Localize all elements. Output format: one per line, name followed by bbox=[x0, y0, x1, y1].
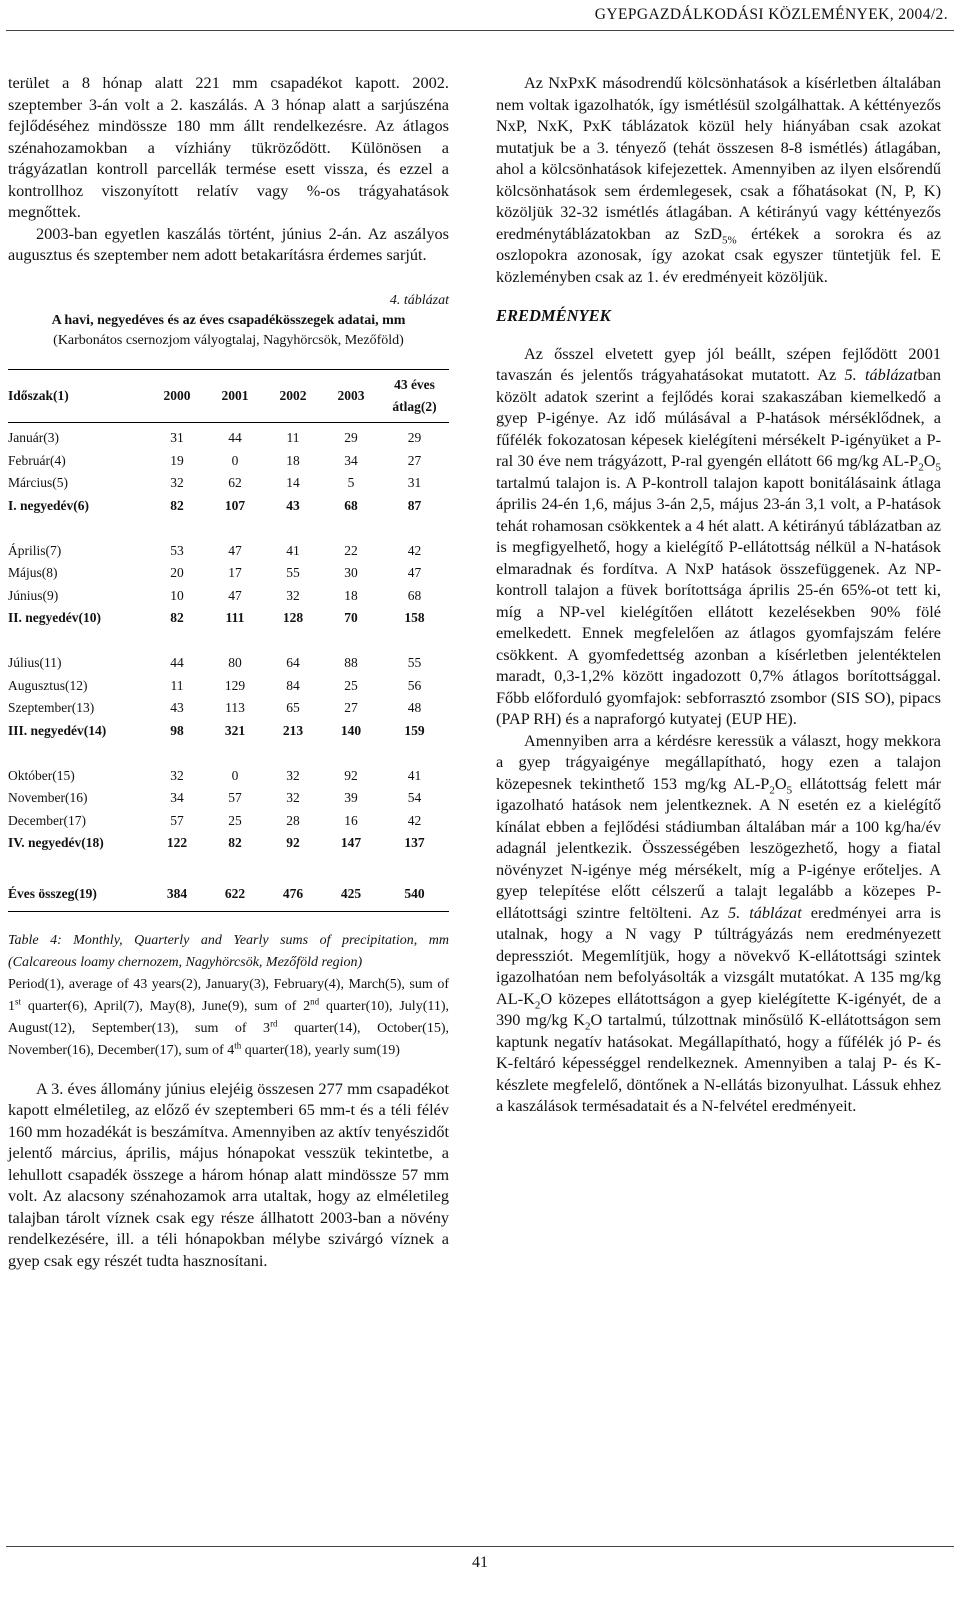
column-header: 43 éves átlag(2) bbox=[380, 369, 449, 422]
table-row bbox=[8, 697, 449, 720]
table-cell: 88 bbox=[344, 655, 358, 670]
table-cell: 43 bbox=[286, 497, 300, 513]
table-cell: 147 bbox=[340, 835, 362, 850]
journal-title: GYEPGAZDÁLKODÁSI KÖZLEMÉNYEK, 2004/2. bbox=[594, 6, 948, 23]
table-cell: 54 bbox=[407, 790, 422, 805]
table-cell: 31 bbox=[407, 475, 422, 490]
table-cell: 62 bbox=[228, 475, 242, 490]
table-header-row bbox=[8, 369, 449, 422]
column-header: Időszak(1) bbox=[8, 369, 148, 422]
table-subtitle: (Karbonátos csernozjom vályogtalaj, Nagyhörcsök, Mezőföld) bbox=[53, 332, 404, 348]
table-row bbox=[8, 584, 449, 607]
table-cell: 425 bbox=[322, 877, 380, 912]
table-cell: 70 bbox=[344, 610, 358, 625]
table-title: A havi, negyedéves és az éves csapadékösszegek adatai, mm bbox=[51, 312, 406, 328]
table-row bbox=[8, 562, 449, 585]
column-header: 2002 bbox=[264, 369, 322, 422]
right-column bbox=[496, 72, 941, 1117]
table-cell: 5 bbox=[347, 475, 355, 490]
table-cell: 31 bbox=[170, 430, 184, 445]
table-cell: 18 bbox=[344, 587, 358, 603]
table-cell: 98 bbox=[170, 722, 184, 738]
table-cell: 213 bbox=[282, 722, 304, 738]
english-legend: Period(1), average of 43 years(2), January(3), February(4), March(5), sum of 1st quarter(6), April(7), May(8), June(9), sum of 2nd quarter(10), July(11), August(12), September(13), sum of 3rd quarter(14), October(15), November(16), December(17), sum of 4th quarter(18), yearly sum(19) bbox=[8, 976, 450, 1058]
table-cell: 82 bbox=[228, 835, 242, 850]
table-cell: 107 bbox=[224, 497, 246, 513]
table-row bbox=[8, 674, 449, 697]
table-cell: 87 bbox=[407, 497, 422, 513]
table-cell: 32 bbox=[286, 790, 300, 805]
table-cell: 11 bbox=[170, 677, 184, 693]
table-row bbox=[8, 539, 449, 562]
table-cell: 53 bbox=[170, 542, 184, 558]
page-header bbox=[0, 0, 960, 30]
table-cell: 68 bbox=[344, 497, 358, 513]
table-cell: 64 bbox=[286, 655, 300, 670]
table-cell: 80 bbox=[228, 655, 242, 670]
table-row bbox=[8, 809, 449, 832]
table-row bbox=[8, 472, 449, 495]
row-spacer bbox=[8, 854, 449, 877]
table-cell: 30 bbox=[344, 565, 358, 580]
row-spacer bbox=[8, 629, 449, 652]
table-cell: 476 bbox=[264, 877, 322, 912]
row-label: Augusztus(12) bbox=[8, 677, 88, 693]
table-cell: 41 bbox=[407, 767, 422, 783]
table-cell: 16 bbox=[344, 812, 358, 828]
table-cell: 27 bbox=[407, 452, 422, 468]
table-cell: 111 bbox=[225, 610, 245, 625]
table-cell: 25 bbox=[228, 812, 242, 828]
table-row bbox=[8, 494, 449, 517]
row-label: Május(8) bbox=[8, 565, 58, 580]
table-cell: 34 bbox=[170, 790, 184, 805]
table-cell: 65 bbox=[286, 700, 300, 715]
table-cell: 20 bbox=[170, 565, 184, 580]
table-cell: 39 bbox=[344, 790, 358, 805]
table-cell: 32 bbox=[286, 767, 300, 783]
table-row bbox=[8, 422, 449, 449]
row-label: Június(9) bbox=[8, 587, 59, 603]
table-cell: 159 bbox=[404, 722, 425, 738]
table-cell: 92 bbox=[344, 767, 358, 783]
table-cell: 622 bbox=[206, 877, 264, 912]
table-row bbox=[8, 764, 449, 787]
row-label: IV. negyedév(18) bbox=[8, 835, 104, 850]
table-row bbox=[8, 877, 449, 912]
paragraph: Az NxPxK másodrendű kölcsönhatások a kísérletben általában nem voltak igazolhatók, így ismétlésül szolgálhattak. A kéttényezős NxP, NxK, PxK táblázatok közül hely hiányában csak azokat mutatjuk be a 3. tényező (tehát összesen 8-8 ismétlés) átlagában, ahol a kölcsönhatások kifejezettek. Amennyiben az ilyen elsőrendű kölcsönhatások sem érdemlegesek, csak a főhatásokat (N, P, K) közöljük 32-32 ismétlés átlagában. A kétirányú vagy kéttényezős eredménytáblázatokban az SzD$_{5\%}$ értékek a sorokra és az oszlopokra azonosak, így azokat csak egyszer tüntetjük fel. E közleményben csak az 1. év eredményeit közöljük. bbox=[496, 73, 941, 286]
table-cell: 57 bbox=[228, 790, 242, 805]
table-cell: 158 bbox=[404, 610, 425, 625]
table-cell: 14 bbox=[286, 475, 300, 490]
table-cell: 17 bbox=[228, 565, 242, 580]
column-header: 2003 bbox=[322, 369, 380, 422]
table-cell: 82 bbox=[170, 497, 184, 513]
row-label: III. negyedév(14) bbox=[8, 722, 107, 738]
row-spacer bbox=[8, 742, 449, 765]
table-cell: 122 bbox=[166, 835, 188, 850]
table-number: 4. táblázat bbox=[389, 292, 449, 308]
table-cell: 32 bbox=[170, 475, 184, 490]
table-cell: 55 bbox=[286, 565, 300, 580]
row-label: II. negyedév(10) bbox=[8, 610, 101, 625]
paragraph: 2003-ban egyetlen kaszálás történt, június 2-án. Az aszályos augusztus és szeptember nem adott betakarításra érdemes sarjút. bbox=[8, 223, 449, 264]
paragraph: Amennyiben arra a kérdésre keressük a választ, hogy mekkora a gyep trágyaigénye megállapítható, hogy ezen a talajon közepesnek tekinthető 153 mg/kg $AL-P_2O_5$ ellátottság felett már igazolható hatások nem jelentkeznek. A N esetén ez a kielégítő kínálat ebben a fejlődési stádiumban általában már a 100 kg/ha/év adagnál jelentkezik. Összességében leszögezhető, hogy a fiatal növényzet N-igénye még mérsékelt, míg a P-igénye erőteljes. A gyep telepítése előtt célszerű a talajt legalább a közepes P-ellátottsági szintre feltölteni. Az 5. táblázat eredményei arra is utalnak, hogy a N vagy P túltrágyázás nem eredményezett depressziót. Megemlítjük, hogy a növekvő K-ellátottsági szintek igazolhatóan nem befolyásolták a vizsgált mutatókat. A 135 mg/kg $AL-K_2O$ közepes ellátottságon a gyep kielégítette K-igényét, de a 390 mg/kg $K_2O$ tartalmú, túlzottnak minősülő K-ellátottságon sem kaptunk negatív hatásokat. Megállapítható, hogy a fűfélék jó P- és K-feltáró képességgel rendelkeznek. Amennyiben a talaj P- és K-készlete megfelelő, döntőnek a N-ellátás bizonyulhat. Lássuk ehhez a kaszálások termésadatait és a N-felvétel eredményeit. bbox=[496, 730, 942, 1115]
row-spacer bbox=[8, 517, 449, 540]
english-caption: Table 4: Monthly, Quarterly and Yearly sums of precipitation, mm (Calcareous loamy chernozem, Nagyhörcsök, Mezőföld region) bbox=[8, 932, 449, 970]
table-row bbox=[8, 449, 449, 472]
row-label: Szeptember(13) bbox=[8, 700, 95, 715]
table-cell: 44 bbox=[170, 655, 184, 670]
table-cell: 10 bbox=[170, 587, 184, 603]
table-cell: 47 bbox=[228, 542, 242, 558]
section-heading: EREDMÉNYEK bbox=[496, 306, 611, 325]
table-row bbox=[8, 719, 449, 742]
table-cell: 18 bbox=[286, 452, 300, 468]
page-number: 41 bbox=[472, 1554, 488, 1571]
table-cell: 540 bbox=[380, 877, 449, 912]
table-cell: 29 bbox=[344, 430, 358, 445]
left-column bbox=[8, 72, 449, 1271]
table-cell: 44 bbox=[228, 430, 242, 445]
table-cell: 384 bbox=[148, 877, 206, 912]
table-cell: 42 bbox=[407, 812, 422, 828]
table-row bbox=[8, 652, 449, 675]
table-cell: 129 bbox=[224, 677, 246, 693]
table-cell: 27 bbox=[344, 700, 358, 715]
column-header: 2000 bbox=[148, 369, 206, 422]
table-cell: 56 bbox=[407, 677, 422, 693]
row-label: Február(4) bbox=[8, 452, 66, 468]
table-cell: 42 bbox=[407, 542, 422, 558]
table-cell: 47 bbox=[407, 565, 422, 580]
row-label: Március(5) bbox=[8, 475, 68, 490]
paragraph: A 3. éves állomány június elejéig összesen 277 mm csapadékot kapott elméletileg, az előző év szeptemberi 65 mm-t és a téli félév 160 mm hozadékát is beszámítva. Amennyiben az aktív tenyészidőt jelentő március, április, május hónapokat vesszük tekintetbe, a lehullott csapadék összege a három hónap alatt mindössze 57 mm volt. Az alacsony szénahozamok arra utaltak, hogy az elméletileg talajban tárolt víznek csak egy része állhatott 2003-ban a növény rendelkezésére, ill. a téli hónapokban mélybe szivárgó víznek a gyep csak egy részét tudta hasznosítani. bbox=[8, 1078, 449, 1270]
table-cell: 0 bbox=[231, 452, 239, 468]
table-cell: 140 bbox=[340, 722, 362, 738]
table-row bbox=[8, 832, 449, 855]
table-row bbox=[8, 787, 449, 810]
row-label: Április(7) bbox=[8, 542, 62, 558]
table-cell: 128 bbox=[282, 610, 304, 625]
table-cell: 82 bbox=[170, 610, 184, 625]
table-cell: 0 bbox=[231, 767, 239, 783]
table-cell: 11 bbox=[286, 430, 300, 445]
table-cell: 29 bbox=[407, 430, 422, 445]
table-cell: 47 bbox=[228, 587, 242, 603]
table-cell: 57 bbox=[170, 812, 184, 828]
paragraph: Az ősszel elvetett gyep jól beállt, szépen fejlődött 2001 tavaszán és jelentős trágyahatásokat mutatott. Az 5. táblázatban közölt adatok szerint a fejlődés korai szakaszában kiemelkedő a gyep P-igénye. Az idő múlásával a P-hatások mérséklődnek, a fűfélék fokozatosan képesek kielégíteni mérsékelt P-igényüket a P-ral 30 éve nem trágyázott, P-ral gyengén ellátott 66 mg/kg $AL-P_2O_5$ tartalmú talajon is. A P-kontroll talajon kapott bonitálásaink átlaga április 24-én 1,6, május 3-án 2,5, május 23-án 3,1 volt, a P-hatások tehát rohamosan csökkentek a 4 hét alatt. A kétirányú táblázatban az is megfigyelhető, hogy a kielégítő P-ellátottság nélkül a N-hatások elmaradnak és fordítva. A NxP hatások összefüggenek. Az NP-kontroll talajon a füvek borítottsága április 25-én 65%-ot tett ki, míg a NP-vel kielégítően ellátott kezelésekben 90% fölé emelkedett. Ennek megfelelően az átlagos gyomfajszám felére csökkent. A gyomfedettség azonban a kísérletben jelentéktelen maradt, 0,3-1,2% között ingadozott 0,7% átlagos borítottsággal. Főbb előforduló gyomfajok: sebforrasztó zsombor (SIS SO), pipacs (PAP RH) és a napraforgó kutyatej (EUP HE). bbox=[496, 343, 941, 728]
row-label: Január(3) bbox=[8, 430, 59, 445]
footer-rule bbox=[6, 1546, 954, 1547]
table-cell: 84 bbox=[286, 677, 300, 693]
table-cell: 19 bbox=[170, 452, 184, 468]
header-rule bbox=[6, 30, 954, 31]
table-cell: 55 bbox=[407, 655, 422, 670]
row-label: November(16) bbox=[8, 790, 88, 805]
row-label: I. negyedév(6) bbox=[8, 497, 89, 513]
table-cell: 321 bbox=[224, 722, 246, 738]
column-header: 2001 bbox=[206, 369, 264, 422]
table-cell: 34 bbox=[344, 452, 358, 468]
table-cell: 28 bbox=[286, 812, 300, 828]
table-cell: 48 bbox=[407, 700, 422, 715]
row-label: December(17) bbox=[8, 812, 86, 828]
table-row bbox=[8, 607, 449, 630]
row-label: Július(11) bbox=[8, 655, 62, 670]
table-cell: 32 bbox=[286, 587, 300, 603]
precipitation-table bbox=[8, 369, 449, 912]
table-cell: 43 bbox=[170, 700, 184, 715]
table-cell: 113 bbox=[225, 700, 245, 715]
table-cell: 92 bbox=[286, 835, 300, 850]
row-label: Október(15) bbox=[8, 767, 75, 783]
table-cell: 137 bbox=[404, 835, 425, 850]
table-cell: 41 bbox=[286, 542, 300, 558]
row-label: Éves összeg(19) bbox=[8, 877, 148, 912]
table-cell: 68 bbox=[407, 587, 422, 603]
table-cell: 22 bbox=[344, 542, 358, 558]
table-cell: 32 bbox=[170, 767, 184, 783]
paragraph: terület a 8 hónap alatt 221 mm csapadékot kapott. 2002. szeptember 3-án volt a 2. kaszálás. A 3 hónap alatt a sarjúszéna fejlődéséhez mindössze 180 mm állt rendelkezésre. Az átlagos szénahozamokban a vízhiány tükröződött. Különösen a trágyázatlan kontroll parcellák termése esett vissza, és ezzel a kontrollhoz viszonyított relatív vagy %-os trágyahatások megnőttek. bbox=[8, 73, 449, 221]
table-cell: 25 bbox=[344, 677, 358, 693]
